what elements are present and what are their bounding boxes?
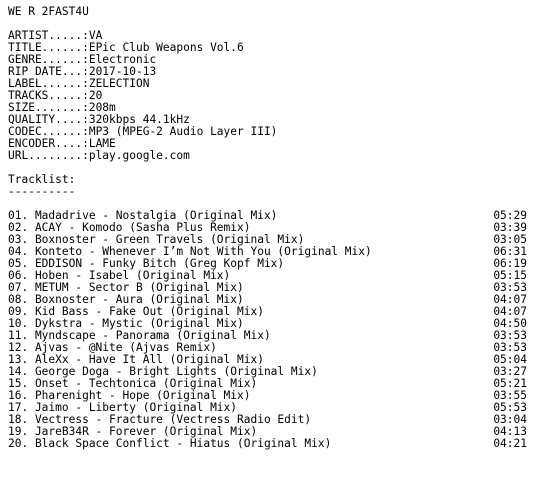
track-duration: 03:53 bbox=[493, 341, 527, 354]
meta-value: VA bbox=[88, 29, 103, 42]
meta-label: ARTIST.....: bbox=[8, 29, 89, 42]
track-duration: 04:07 bbox=[493, 305, 527, 318]
track-duration: 05:21 bbox=[493, 377, 527, 390]
meta-url bbox=[8, 150, 528, 162]
meta-label: GENRE......: bbox=[8, 53, 89, 66]
track-duration: 03:55 bbox=[493, 389, 527, 402]
track-title: 12. Ajvas - @Nite (Ajvas Remix) bbox=[8, 341, 217, 354]
track-duration: 03:05 bbox=[493, 233, 527, 246]
meta-value: Electronic bbox=[88, 53, 157, 66]
track-duration: 03:04 bbox=[493, 413, 527, 426]
meta-label: ENCODER....: bbox=[8, 137, 89, 150]
track-title: 17. Jaimo - Liberty (Original Mix) bbox=[8, 401, 238, 414]
track-row bbox=[8, 438, 527, 450]
track-title: 08. Boxnoster - Aura (Original Mix) bbox=[8, 293, 244, 306]
track-duration: 04:21 bbox=[493, 437, 527, 450]
track-title: 02. ACAY - Komodo (Sasha Plus Remix) bbox=[8, 221, 251, 234]
meta-value: play.google.com bbox=[88, 149, 190, 162]
track-title: 04. Konteto - Whenever I’m Not With You (Original Mix) bbox=[8, 245, 372, 258]
meta-value: 320kbps 44.1kHz bbox=[88, 113, 190, 126]
track-title: 11. Myndscape - Panorama (Original Mix) bbox=[8, 329, 271, 342]
page-title: WE R 2FAST4U bbox=[8, 5, 89, 18]
tracklist-underline: ---------- bbox=[8, 185, 76, 198]
nfo-document bbox=[8, 6, 528, 450]
track-title: 18. Vectress - Fracture (Vectress Radio Edit) bbox=[8, 413, 312, 426]
track-title: 13. AleXx - Have It All (Original Mix) bbox=[8, 353, 264, 366]
meta-label: CODEC......: bbox=[8, 125, 89, 138]
track-duration: 06:31 bbox=[493, 245, 527, 258]
track-title: 03. Boxnoster - Green Travels (Original Mix) bbox=[8, 233, 305, 246]
meta-value: 2017-10-13 bbox=[88, 65, 157, 78]
track-title: 09. Kid Bass - Fake Out (Original Mix) bbox=[8, 305, 264, 318]
track-title: 19. JareB34R - Forever (Original Mix) bbox=[8, 425, 258, 438]
meta-value: 208m bbox=[88, 101, 116, 114]
track-title: 06. Hoben - Isabel (Original Mix) bbox=[8, 269, 231, 282]
track-duration: 04:50 bbox=[493, 317, 527, 330]
track-duration: 05:29 bbox=[493, 209, 527, 222]
track-duration: 04:07 bbox=[493, 293, 527, 306]
meta-value: ZELECTION bbox=[88, 77, 150, 90]
meta-value: LAME bbox=[88, 137, 116, 150]
track-duration: 04:13 bbox=[493, 425, 527, 438]
track-duration: 03:39 bbox=[493, 221, 527, 234]
meta-label: URL........: bbox=[8, 149, 89, 162]
tracklist-heading: Tracklist: bbox=[8, 173, 76, 186]
meta-value: 20 bbox=[88, 89, 103, 102]
meta-label: QUALITY....: bbox=[8, 113, 89, 126]
meta-value: MP3 (MPEG-2 Audio Layer III) bbox=[88, 125, 278, 138]
track-title: 07. METUM - Sector B (Original Mix) bbox=[8, 281, 244, 294]
track-duration: 03:53 bbox=[493, 329, 527, 342]
spacer bbox=[8, 162, 528, 174]
meta-label: TRACKS.....: bbox=[8, 89, 89, 102]
track-duration: 03:53 bbox=[493, 281, 527, 294]
track-duration: 05:15 bbox=[493, 269, 527, 282]
meta-label: TITLE......: bbox=[8, 41, 89, 54]
track-duration: 05:53 bbox=[493, 401, 527, 414]
track-title: 10. Dykstra - Mystic (Original Mix) bbox=[8, 317, 244, 330]
track-list bbox=[8, 210, 528, 450]
meta-label: LABEL......: bbox=[8, 77, 89, 90]
track-title: 16. Pharenight - Hope (Original Mix) bbox=[8, 389, 251, 402]
track-duration: 05:04 bbox=[493, 353, 527, 366]
track-title: 01. Madadrive - Nostalgia (Original Mix) bbox=[8, 209, 278, 222]
meta-label: RIP DATE...: bbox=[8, 65, 89, 78]
track-title: 14. George Doga - Bright Lights (Original Mix) bbox=[8, 365, 318, 378]
track-duration: 03:27 bbox=[493, 365, 527, 378]
track-duration: 06:19 bbox=[493, 257, 527, 270]
track-title: 20. Black Space Conflict - Hiatus (Original Mix) bbox=[8, 437, 332, 450]
track-title: 15. Onset - Techtonica (Original Mix) bbox=[8, 377, 258, 390]
track-title: 05. EDDISON - Funky Bitch (Greg Kopf Mix) bbox=[8, 257, 285, 270]
meta-value: EPic Club Weapons Vol.6 bbox=[88, 41, 244, 54]
meta-label: SIZE.......: bbox=[8, 101, 89, 114]
